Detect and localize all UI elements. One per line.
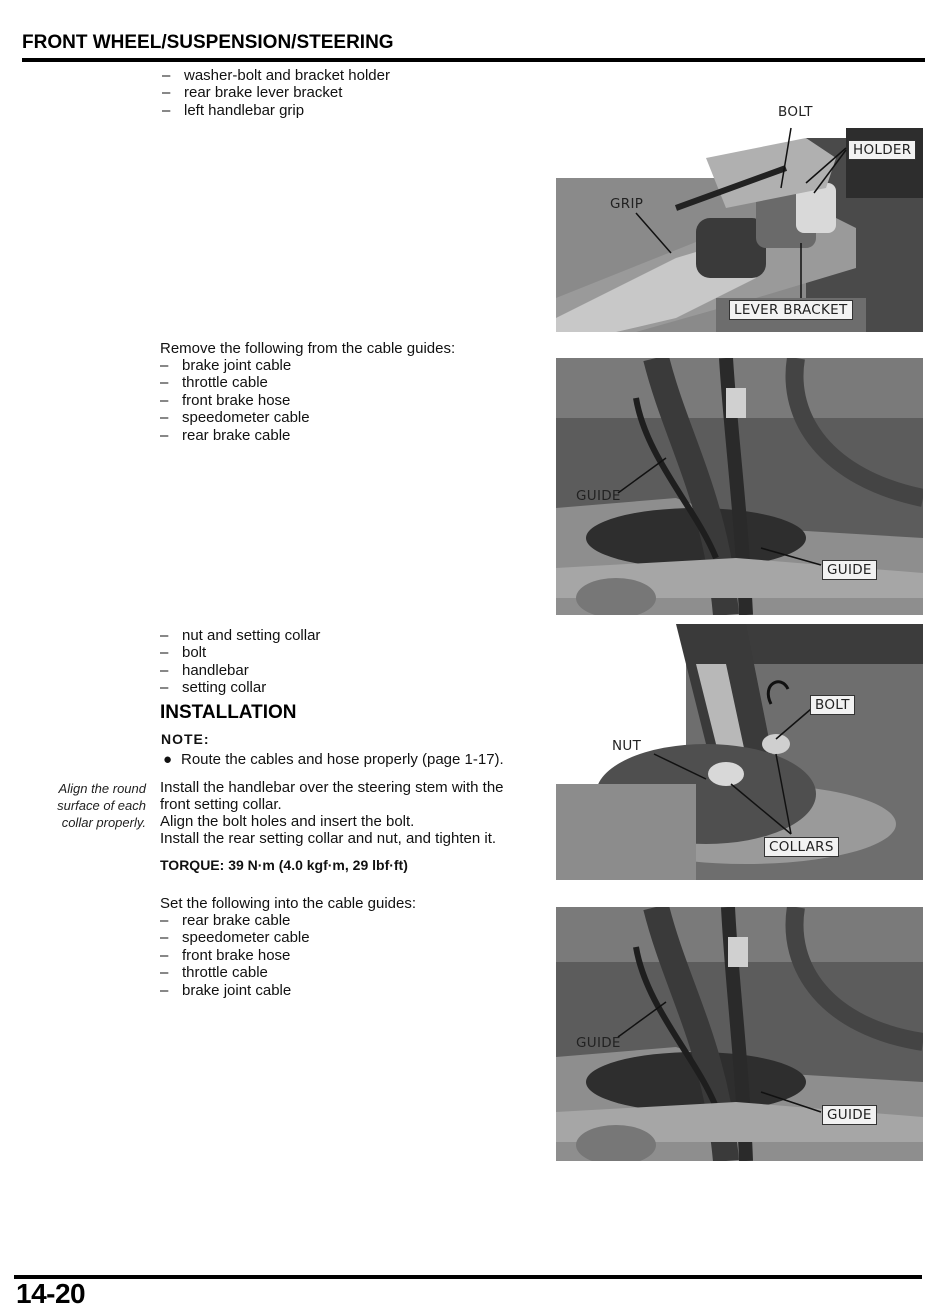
list-item: – rear brake cable: [160, 912, 291, 929]
dash: –: [162, 84, 171, 102]
figure-handlebar-grip-photo: [556, 68, 923, 332]
page-number: 14-20: [16, 1278, 86, 1309]
list-item: – rear brake cable: [160, 426, 291, 444]
callout-lever-bracket: LEVER BRACKET: [729, 300, 853, 320]
dash: –: [160, 426, 169, 444]
note-item: ● Route the cables and hose properly (page 1-17).: [163, 751, 504, 768]
callout-guide-left: GUIDE: [576, 488, 621, 504]
dash: –: [160, 374, 169, 392]
callout-grip: GRIP: [610, 196, 644, 212]
list-item: – left handlebar grip: [162, 101, 305, 119]
list-item: – front brake hose: [160, 391, 291, 409]
header-rule: [22, 58, 925, 62]
note-label: NOTE:: [161, 731, 210, 747]
dash: –: [160, 929, 169, 947]
list-item: – handlebar: [160, 661, 249, 679]
callout-guide-right: GUIDE: [822, 560, 877, 580]
list-item: – throttle cable: [160, 964, 268, 982]
removal-list-2: [160, 357, 310, 444]
dash: –: [160, 627, 169, 644]
cable-guide-remove-intro: Remove the following from the cable guides:: [160, 340, 456, 357]
installation-paragraph: Install the handlebar over the steering stem with the front setting collar. Align the bolt holes and insert the bolt. Install the rear setting collar and nut, and tighten it.: [160, 779, 504, 847]
list-item: – speedometer cable: [160, 929, 310, 947]
callout-holder: HOLDER: [848, 140, 916, 160]
list-item: – bolt: [160, 644, 207, 662]
installation-heading: INSTALLATION: [160, 702, 297, 723]
dash: –: [160, 679, 169, 697]
figure-cable-guides-install-photo: [556, 907, 923, 1161]
bullet-icon: ●: [163, 751, 173, 768]
dash: –: [160, 912, 169, 929]
dash: –: [160, 946, 169, 964]
callout-guide-left: GUIDE: [576, 1035, 621, 1051]
list-item: – throttle cable: [160, 374, 268, 392]
callout-bolt: BOLT: [778, 104, 813, 120]
list-item: – rear brake lever bracket: [162, 84, 343, 102]
list-item: – brake joint cable: [160, 981, 292, 999]
dash: –: [162, 101, 171, 119]
dash: –: [160, 409, 169, 427]
dash: –: [160, 981, 169, 999]
side-note: Align the round surface of each collar properly.: [57, 781, 146, 830]
callout-bolt: BOLT: [810, 695, 855, 715]
dash: –: [160, 357, 169, 374]
dash: –: [160, 391, 169, 409]
figure-cable-guides-remove-photo: [556, 358, 923, 615]
dash: –: [162, 67, 171, 84]
install-list: [160, 912, 310, 999]
removal-list-3: [160, 627, 320, 697]
list-item: – speedometer cable: [160, 409, 310, 427]
list-item: – setting collar: [160, 679, 267, 697]
cable-guide-set-intro: Set the following into the cable guides:: [160, 895, 417, 912]
dash: –: [160, 964, 169, 982]
torque-spec: TORQUE: 39 N·m (4.0 kgf·m, 29 lbf·ft): [160, 857, 408, 873]
dash: –: [160, 644, 169, 662]
footer-rule: [14, 1275, 922, 1279]
dash: –: [160, 661, 169, 679]
list-item: – washer-bolt and bracket holder: [162, 67, 390, 84]
callout-nut: NUT: [612, 738, 642, 754]
page-header-title: FRONT WHEEL/SUSPENSION/STEERING: [22, 32, 394, 53]
callout-collars: COLLARS: [764, 837, 839, 857]
list-item: – brake joint cable: [160, 357, 292, 374]
list-item: – nut and setting collar: [160, 627, 321, 644]
figure-handlebar-collars-photo: [556, 624, 923, 880]
list-item: – front brake hose: [160, 946, 291, 964]
removal-list-1: [162, 67, 390, 119]
callout-guide-right: GUIDE: [822, 1105, 877, 1125]
